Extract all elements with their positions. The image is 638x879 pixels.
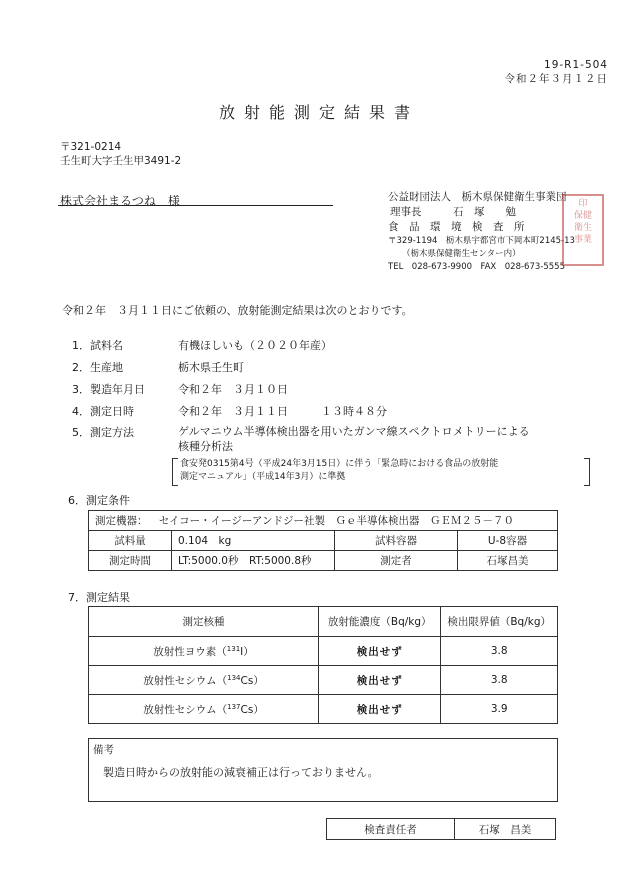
method-line-1: ゲルマニウム半導体検出器を用いたガンマ線スペクトロメトリーによる	[178, 425, 530, 438]
item-label: 5．測定方法	[72, 426, 134, 439]
item-label: 1．試料名	[72, 339, 123, 352]
recipient-street-address: 壬生町大字壬生甲3491-2	[60, 155, 182, 167]
conditions-table	[88, 510, 558, 571]
container-label: 試料容器	[335, 531, 458, 551]
concentration-cell: 検出せず	[319, 637, 441, 666]
inspector-name: 石塚 昌美	[455, 819, 556, 840]
concentration-cell: 検出せず	[319, 695, 441, 724]
detection-limit-cell: 3.9	[441, 695, 558, 724]
concentration-cell: 検出せず	[319, 666, 441, 695]
device-cell	[89, 511, 558, 531]
column-header-concentration: 放射能濃度（Bq/kg）	[319, 607, 441, 637]
remarks-title: 備考	[93, 744, 114, 756]
issuer-center: （栃木県保健衛生センター内）	[402, 249, 521, 259]
issuer-organization: 公益財団法人 栃木県保健衛生事業団	[388, 191, 567, 203]
intro-text: 令和２年 ３月１１日にご依頼の、放射能測定結果は次のとおりです。	[62, 304, 413, 317]
note-line-2: 測定マニュアル」（平成14年3月）に準拠	[180, 472, 346, 482]
document-title: 放射能測定結果書	[218, 103, 419, 122]
results-header-row	[89, 607, 558, 637]
method-line-2: 核種分析法	[178, 440, 233, 453]
column-header-nuclide: 測定核種	[89, 607, 319, 637]
issuer-block	[388, 190, 575, 274]
conditions-row-time	[89, 551, 558, 571]
time-value: LT:5000.0秒 RT:5000.8秒	[172, 551, 335, 571]
section-title-conditions: 6．測定条件	[68, 494, 130, 507]
note-line-1: 食安発0315第4号（平成24年3月15日）に伴う「緊急時における食品の放射能	[180, 459, 499, 469]
nuclide-cell: 放射性セシウム（$^{134}$Cs）	[89, 666, 319, 695]
inspector-label: 検査責任者	[327, 819, 455, 840]
document-number: 19-R1-504	[544, 59, 608, 71]
conditions-row-device	[89, 511, 558, 531]
nuclide-cell: 放射性セシウム（$^{137}$Cs）	[89, 695, 319, 724]
item-value: 令和２年 ３月１０日	[178, 383, 288, 396]
item-label: 2．生産地	[72, 361, 123, 374]
remarks-box	[88, 738, 558, 802]
measurer-value: 石塚昌美	[458, 551, 558, 571]
item-label: 3．製造年月日	[72, 383, 145, 396]
table-row	[89, 695, 558, 724]
item-value: 令和２年 ３月１１日 １３時４８分	[178, 405, 387, 418]
detection-limit-cell: 3.8	[441, 637, 558, 666]
inspector-table	[326, 818, 556, 840]
device-value: セイコー・イージーアンドジー社製 Ｇｅ半導体検出器 ＧＥＭ２５－７０	[158, 515, 514, 527]
document-header-info	[505, 58, 609, 86]
issuer-phone: TEL 028-673-9900 FAX 028-673-5555	[388, 262, 565, 272]
results-table	[88, 606, 558, 724]
nuclide-cell: 放射性ヨウ素（$^{131}$I）	[89, 637, 319, 666]
recipient-underline	[58, 205, 333, 206]
table-row	[89, 637, 558, 666]
device-label: 測定機器：	[95, 515, 148, 527]
official-seal-stamp: 印 保健 衛生 事業	[562, 194, 604, 266]
item-label: 4．測定日時	[72, 405, 134, 418]
method-reference-note	[172, 458, 590, 484]
issuer-department: 食 品 環 境 検 査 所	[388, 221, 525, 233]
time-label: 測定時間	[89, 551, 172, 571]
recipient-address	[60, 140, 181, 168]
recipient-postal-code: 〒321-0214	[60, 141, 122, 153]
sample-amount-value: 0.104 kg	[172, 531, 335, 551]
recipient-name: 株式会社まるつね 様	[60, 194, 180, 208]
measurer-label: 測定者	[335, 551, 458, 571]
detection-limit-cell: 3.8	[441, 666, 558, 695]
inspector-row	[327, 819, 556, 840]
column-header-detection-limit: 検出限界値（Bq/kg）	[441, 607, 558, 637]
item-value: 有機ほしいも（２０２０年産）	[178, 339, 332, 352]
table-row	[89, 666, 558, 695]
method-description	[178, 424, 530, 454]
item-value: 栃木県壬生町	[178, 361, 244, 374]
sample-amount-label: 試料量	[89, 531, 172, 551]
remarks-body: 製造日時からの放射能の減衰補正は行っておりません。	[103, 766, 379, 779]
conditions-row-sample	[89, 531, 558, 551]
section-title-results: 7．測定結果	[68, 591, 130, 604]
container-value: U-8容器	[458, 531, 558, 551]
document-date: 令和２年３月１２日	[504, 73, 608, 85]
issuer-address: 〒329-1194 栃木県宇都宮市下岡本町2145-13	[388, 236, 575, 246]
issuer-chair: 理事長 石 塚 勉	[390, 206, 516, 218]
